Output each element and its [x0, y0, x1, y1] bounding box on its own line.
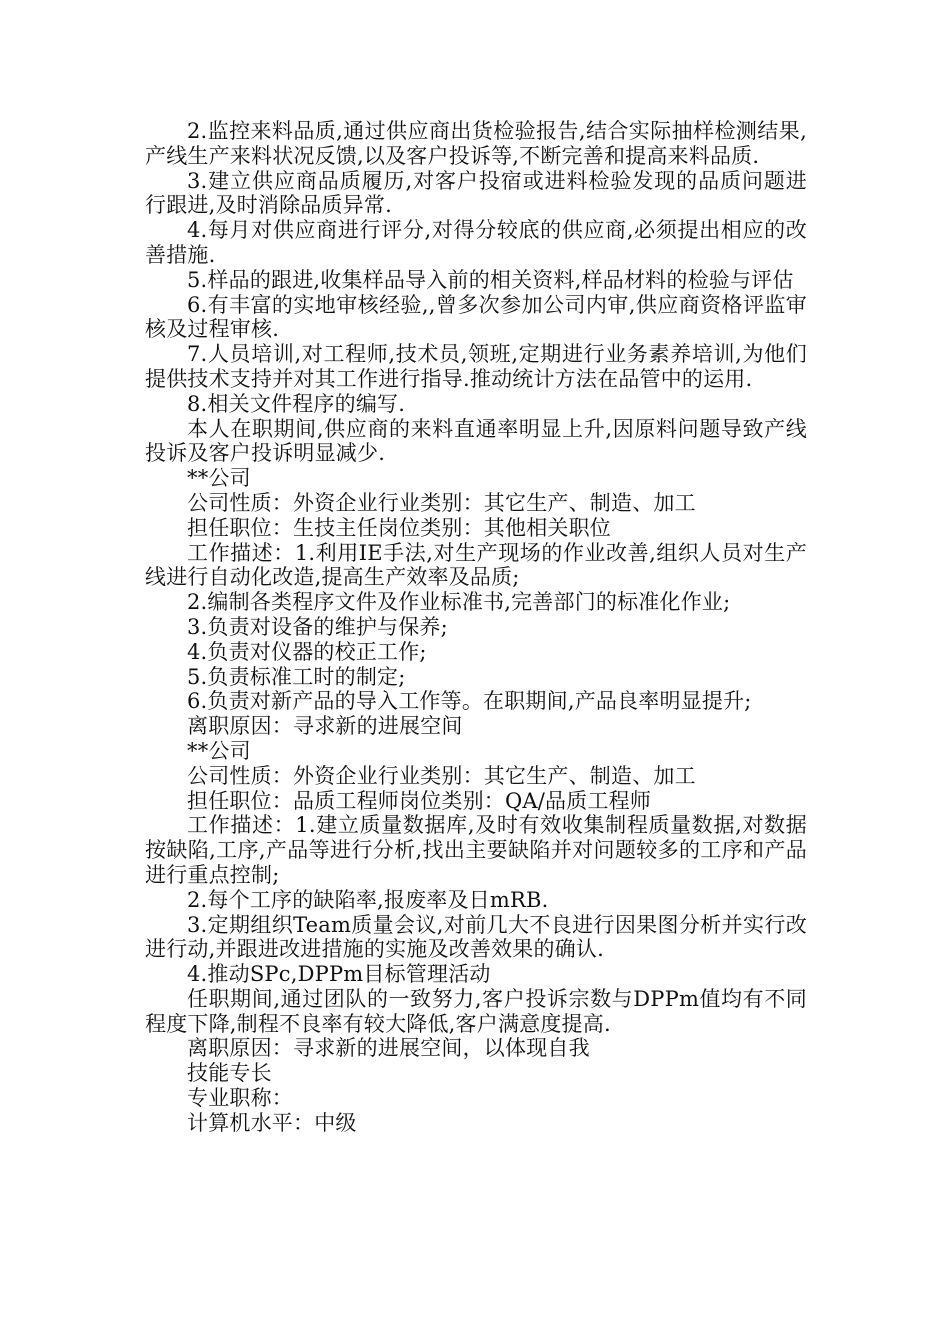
paragraph: 5.负责标准工时的制定;	[187, 664, 406, 689]
leaving-reason: 离职原因：寻求新的进展空间，以体现自我	[187, 1036, 590, 1061]
skills-heading: 技能专长	[187, 1061, 272, 1086]
leaving-reason: 离职原因：寻求新的进展空间	[187, 714, 463, 739]
paragraph: 3.定期组织Team质量会议,对前几大不良进行因果图分析并实行改进行动,并跟进改进措施的实施及改善效果的确认.	[145, 912, 807, 962]
paragraph: 4.负责对仪器的校正工作;	[187, 639, 427, 664]
paragraph: 本人在职期间,供应商的来料直通率明显上升,因原料问题导致产线投诉及客户投诉明显减少.	[145, 416, 807, 466]
paragraph: 3.负责对设备的维护与保养;	[187, 614, 448, 639]
paragraph: 2.编制各类程序文件及作业标准书,完善部门的标准化作业;	[187, 590, 731, 615]
job-description: 工作描述：1.建立质量数据库,及时有效收集制程质量数据,对数据按缺陷,工序,产品等进行分析,找出主要缺陷并对问题较多的工序和产品进行重点控制;	[145, 813, 807, 887]
paragraph: 6.有丰富的实地审核经验,,曾多次参加公司内审,供应商资格评监审核及过程审核.	[145, 292, 807, 342]
company-heading: **公司	[187, 466, 251, 491]
paragraph: 2.每个工序的缺陷率,报废率及日mRB.	[187, 887, 549, 912]
company-nature: 公司性质：外资企业行业类别：其它生产、制造、加工	[187, 763, 696, 788]
company-nature: 公司性质：外资企业行业类别：其它生产、制造、加工	[187, 490, 696, 515]
paragraph: 4.推动SPc,DPPm目标管理活动	[187, 962, 491, 987]
paragraph: 3.建立供应商品质履历,对客户投宿或进料检验发现的品质问题进行跟进,及时消除品质异常.	[145, 168, 807, 218]
professional-title: 专业职称：	[187, 1086, 293, 1111]
document-body	[145, 119, 807, 1136]
paragraph: 4.每月对供应商进行评分,对得分较底的供应商,必须提出相应的改善措施.	[145, 218, 807, 267]
position-held: 担任职位：生技主任岗位类别：其他相关职位	[187, 515, 611, 540]
paragraph: 8.相关文件程序的编写.	[187, 391, 406, 416]
paragraph: 任职期间,通过团队的一致努力,客户投诉宗数与DPPm值均有不同程度下降,制程不良率有较大降低,客户满意度提高.	[145, 986, 807, 1036]
paragraph: 7.人员培训,对工程师,技术员,领班,定期进行业务素养培训,为他们提供技术支持并对其工作进行指导.推动统计方法在品管中的运用.	[145, 342, 807, 391]
paragraph: 5.样品的跟进,收集样品导入前的相关资料,样品材料的检验与评估	[187, 267, 794, 292]
paragraph: 6.负责对新产品的导入工作等。在职期间,产品良率明显提升;	[187, 689, 752, 714]
company-heading: **公司	[187, 738, 251, 763]
position-held: 担任职位：品质工程师岗位类别：QA/品质工程师	[187, 788, 652, 813]
paragraph: 2.监控来料品质,通过供应商出货检验报告,结合实际抽样检测结果,产线生产来料状况反馈,以及客户投诉等,不断完善和提高来料品质.	[145, 119, 807, 168]
job-description: 工作描述：1.利用IE手法,对生产现场的作业改善,组织人员对生产线进行自动化改造,提高生产效率及品质;	[145, 540, 807, 590]
computer-level: 计算机水平：中级	[187, 1110, 357, 1135]
